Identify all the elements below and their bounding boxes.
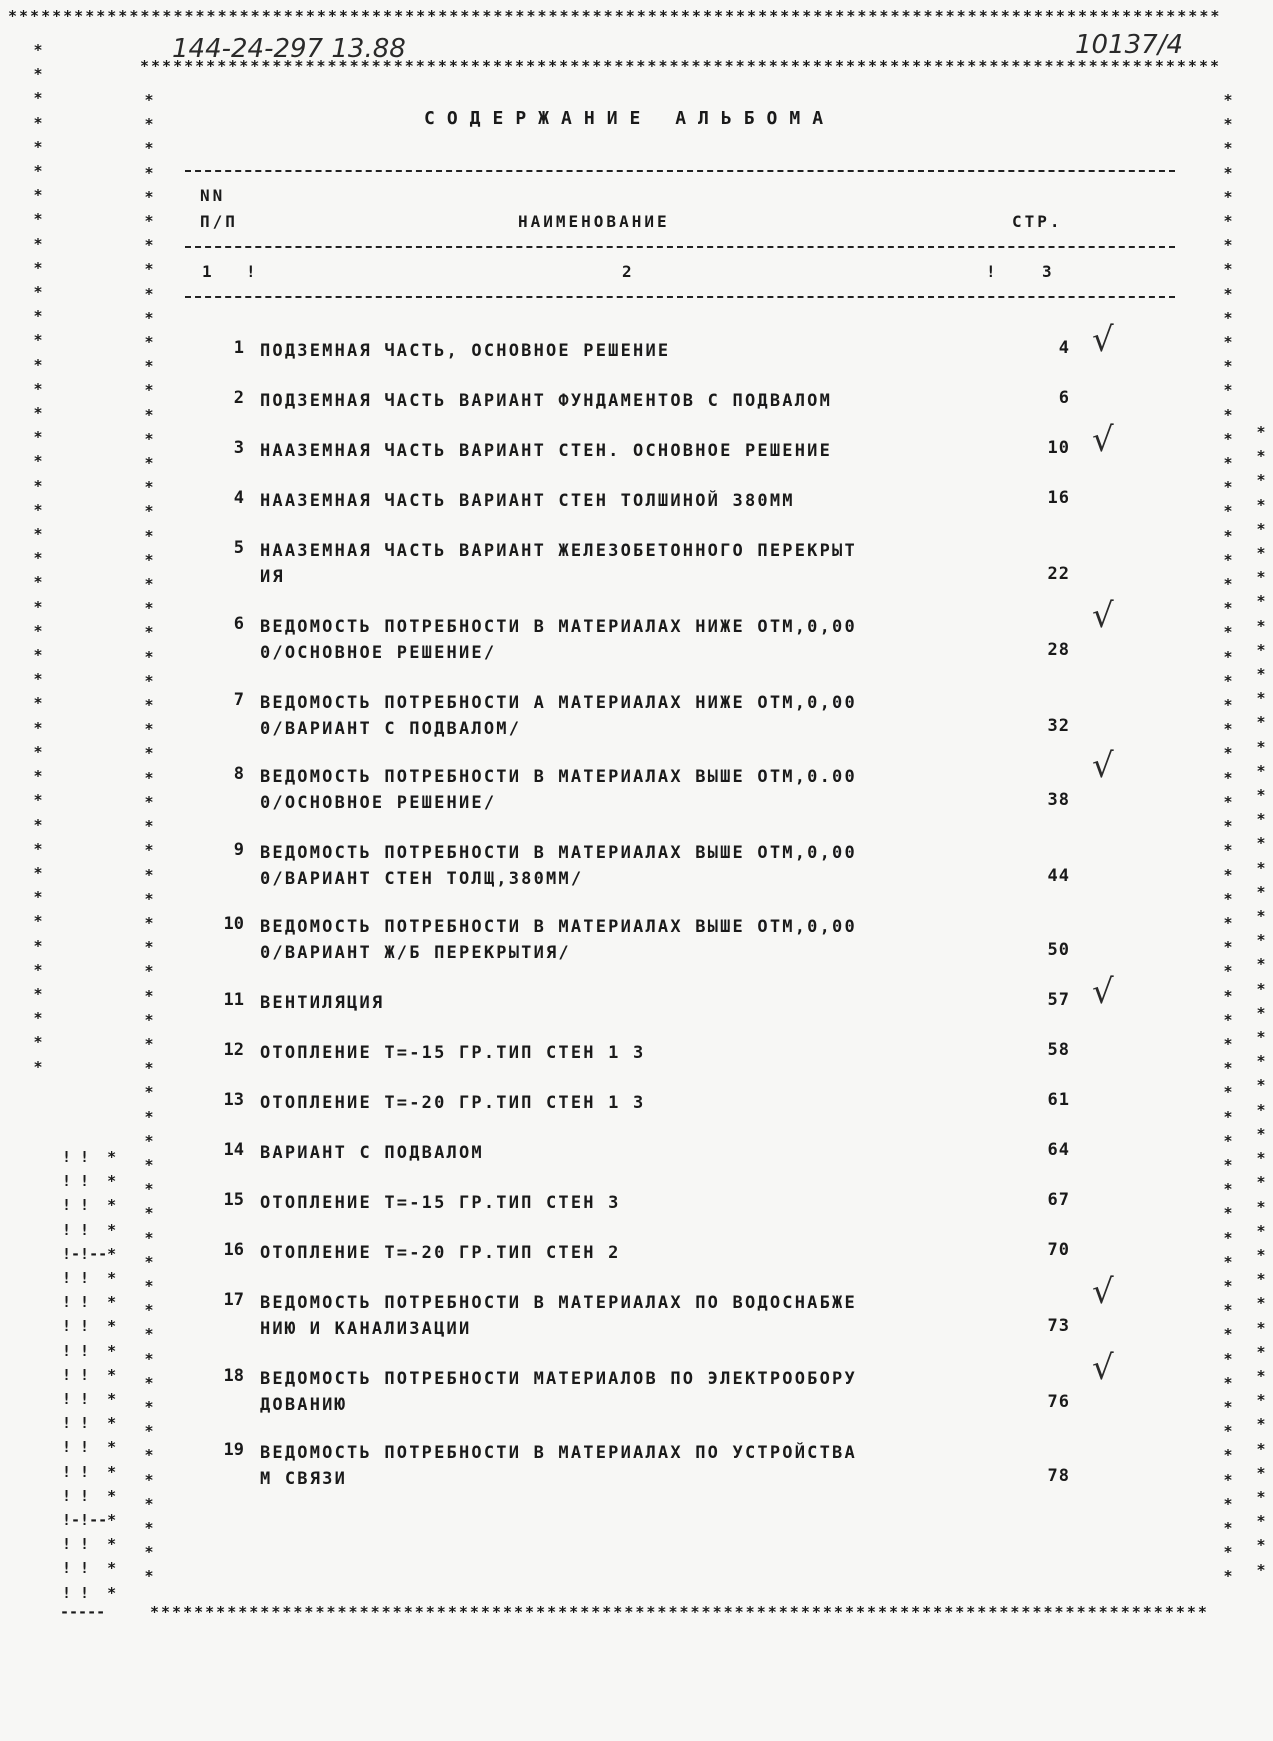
handwritten-check-mark: √ (1092, 1348, 1114, 1388)
item-page-number: 16 (1047, 488, 1070, 508)
item-title: НААЗЕМНАЯ ЧАСТЬ ВАРИАНТ СТЕН ТОЛШИНОЙ 380ММ (260, 491, 795, 511)
item-title: ВЕДОМОСТЬ ПОТРЕБНОСТИ В МАТЕРИАЛАХ ВЫШЕ ОТМ,0,00 0/ВАРИАНТ Ж/Б ПЕРЕКРЫТИЯ/ (260, 917, 857, 963)
item-page-number: 28 (1047, 640, 1070, 660)
item-title: ВЕДОМОСТЬ ПОТРЕБНОСТИ В МАТЕРИАЛАХ ВЫШЕ ОТМ,0,00 0/ВАРИАНТ СТЕН ТОЛЩ,380ММ/ (260, 843, 857, 889)
item-page-number: 76 (1047, 1392, 1070, 1412)
header-star-border: ************************************************************************************************** (140, 57, 1222, 75)
item-title: ВЕДОМОСТЬ ПОТРЕБНОСТИ А МАТЕРИАЛАХ НИЖЕ ОТМ,0,00 0/ВАРИАНТ С ПОДВАЛОМ/ (260, 693, 857, 739)
item-number: 5 (233, 538, 244, 558)
item-number: 19 (223, 1440, 244, 1460)
item-title: ОТОПЛЕНИЕ Т=-20 ГР.ТИП СТЕН 2 (260, 1243, 621, 1263)
col-number-2: 2 (622, 262, 635, 281)
item-page-number: 78 (1047, 1466, 1070, 1486)
item-page-number: 4 (1058, 338, 1070, 358)
item-page-number: 73 (1047, 1316, 1070, 1336)
item-title: ВЕНТИЛЯЦИЯ (260, 993, 385, 1013)
item-title: ВЕДОМОСТЬ ПОТРЕБНОСТИ В МАТЕРИАЛАХ ВЫШЕ ОТМ,0.00 0/ОСНОВНОЕ РЕШЕНИЕ/ (260, 767, 857, 813)
handwritten-check-mark: √ (1092, 746, 1114, 786)
item-page-number: 6 (1058, 388, 1070, 408)
item-title: ПОДЗЕМНАЯ ЧАСТЬ ВАРИАНТ ФУНДАМЕНТОВ С ПОДВАЛОМ (260, 391, 833, 411)
item-number: 10 (223, 914, 244, 934)
header-col1-line2: П/П (200, 212, 238, 231)
header-col2: НАИМЕНОВАНИЕ (518, 212, 670, 231)
header-col1-line1: NN (200, 186, 226, 205)
item-number: 4 (233, 488, 244, 508)
item-title: ВЕДОМОСТЬ ПОТРЕБНОСТИ В МАТЕРИАЛАХ НИЖЕ ОТМ,0,00 0/ОСНОВНОЕ РЕШЕНИЕ/ (260, 617, 857, 663)
item-page-number: 44 (1047, 866, 1070, 886)
item-number: 12 (223, 1040, 244, 1060)
item-page-number: 61 (1047, 1090, 1070, 1110)
item-page-number: 50 (1047, 940, 1070, 960)
document-code: 144-24-297 13.88 (172, 34, 406, 64)
table-top-rule (185, 170, 1175, 172)
item-page-number: 58 (1047, 1040, 1070, 1060)
item-page-number: 70 (1047, 1240, 1070, 1260)
header-bottom-rule (185, 296, 1175, 298)
header-col3: СТР. (1012, 212, 1063, 231)
item-page-number: 57 (1047, 990, 1070, 1010)
item-page-number: 38 (1047, 790, 1070, 810)
item-page-number: 10 (1047, 438, 1070, 458)
item-number: 6 (233, 614, 244, 634)
inner-left-star-column: * * * * * * * * * * * * * * * * * * * * * * * * * * * * * * * * * * * * * * * * * * * * * * * * * * * * * * * * * * * * * * (144, 91, 154, 1586)
outer-left-star-column: * * * * * * * * * * * * * * * * * * * * * * * * * * * * * * * * * * * * * * * * * * * (33, 41, 43, 1076)
header-mid-rule (185, 246, 1175, 248)
item-number: 2 (233, 388, 244, 408)
item-number: 17 (223, 1290, 244, 1310)
item-page-number: 22 (1047, 564, 1070, 584)
col-separator-2: ! (986, 262, 999, 281)
item-title: ВЕДОМОСТЬ ПОТРЕБНОСТИ МАТЕРИАЛОВ ПО ЭЛЕКТРООБОРУ ДОВАНИЮ (260, 1369, 857, 1415)
inner-right-star-column: * * * * * * * * * * * * * * * * * * * * * * * * * * * * * * * * * * * * * * * * * * * * * * * * * * * * * * * * * * * * * * (1223, 91, 1233, 1586)
item-title: ПОДЗЕМНАЯ ЧАСТЬ, ОСНОВНОЕ РЕШЕНИЕ (260, 341, 671, 361)
item-number: 3 (233, 438, 244, 458)
handwritten-check-mark: √ (1092, 1272, 1114, 1312)
col-number-3: 3 (1042, 262, 1055, 281)
item-title: ОТОПЛЕНИЕ Т=-15 ГР.ТИП СТЕН 1 3 (260, 1043, 646, 1063)
sheet-code: 10137/4 (1075, 30, 1184, 60)
item-page-number: 67 (1047, 1190, 1070, 1210)
item-title: ОТОПЛЕНИЕ Т=-20 ГР.ТИП СТЕН 1 3 (260, 1093, 646, 1113)
item-number: 1 (233, 338, 244, 358)
item-number: 16 (223, 1240, 244, 1260)
bottom-star-border: ************************************************************************************************ (150, 1603, 1209, 1621)
item-page-number: 64 (1047, 1140, 1070, 1160)
item-number: 8 (233, 764, 244, 784)
handwritten-check-mark: √ (1092, 320, 1114, 360)
item-title: НААЗЕМНАЯ ЧАСТЬ ВАРИАНТ ЖЕЛЕЗОБЕТОННОГО ПЕРЕКРЫТ ИЯ (260, 541, 857, 587)
binding-box: ! ! * ! ! * ! ! * ! ! * !-!--* ! ! * ! ! * ! ! * ! ! * ! ! * ! ! * ! ! * ! ! * ! ! * ! ! * !-!--* ! ! * ! ! * ! ! * (62, 1148, 117, 1602)
item-number: 15 (223, 1190, 244, 1210)
item-number: 13 (223, 1090, 244, 1110)
item-title: ВАРИАНТ С ПОДВАЛОМ (260, 1143, 484, 1163)
item-title: ВЕДОМОСТЬ ПОТРЕБНОСТИ В МАТЕРИАЛАХ ПО УСТРОЙСТВА М СВЯЗИ (260, 1443, 857, 1489)
item-number: 14 (223, 1140, 244, 1160)
item-number: 18 (223, 1366, 244, 1386)
page-title: СОДЕРЖАНИЕ АЛЬБОМА (424, 108, 836, 129)
handwritten-check-mark: √ (1092, 420, 1114, 460)
item-title: ОТОПЛЕНИЕ Т=-15 ГР.ТИП СТЕН 3 (260, 1193, 621, 1213)
col-separator-1: ! (246, 262, 259, 281)
handwritten-check-mark: √ (1092, 596, 1114, 636)
col-number-1: 1 (202, 262, 215, 281)
item-number: 11 (223, 990, 244, 1010)
item-number: 9 (233, 840, 244, 860)
top-star-border: ************************************************************************************************************** (8, 7, 1222, 25)
item-number: 7 (233, 690, 244, 710)
item-title: НААЗЕМНАЯ ЧАСТЬ ВАРИАНТ СТЕН. ОСНОВНОЕ РЕШЕНИЕ (260, 441, 833, 461)
item-title: ВЕДОМОСТЬ ПОТРЕБНОСТИ В МАТЕРИАЛАХ ПО ВОДОСНАБЖЕ НИЮ И КАНАЛИЗАЦИИ (260, 1293, 857, 1339)
handwritten-check-mark: √ (1092, 972, 1114, 1012)
outer-right-star-column: * * * * * * * * * * * * * * * * * * * * * * * * * * * * * * * * * * * * * * * * * * * * * * * * (1256, 423, 1266, 1579)
bottom-dash-border: ----- (60, 1603, 106, 1621)
item-page-number: 32 (1047, 716, 1070, 736)
